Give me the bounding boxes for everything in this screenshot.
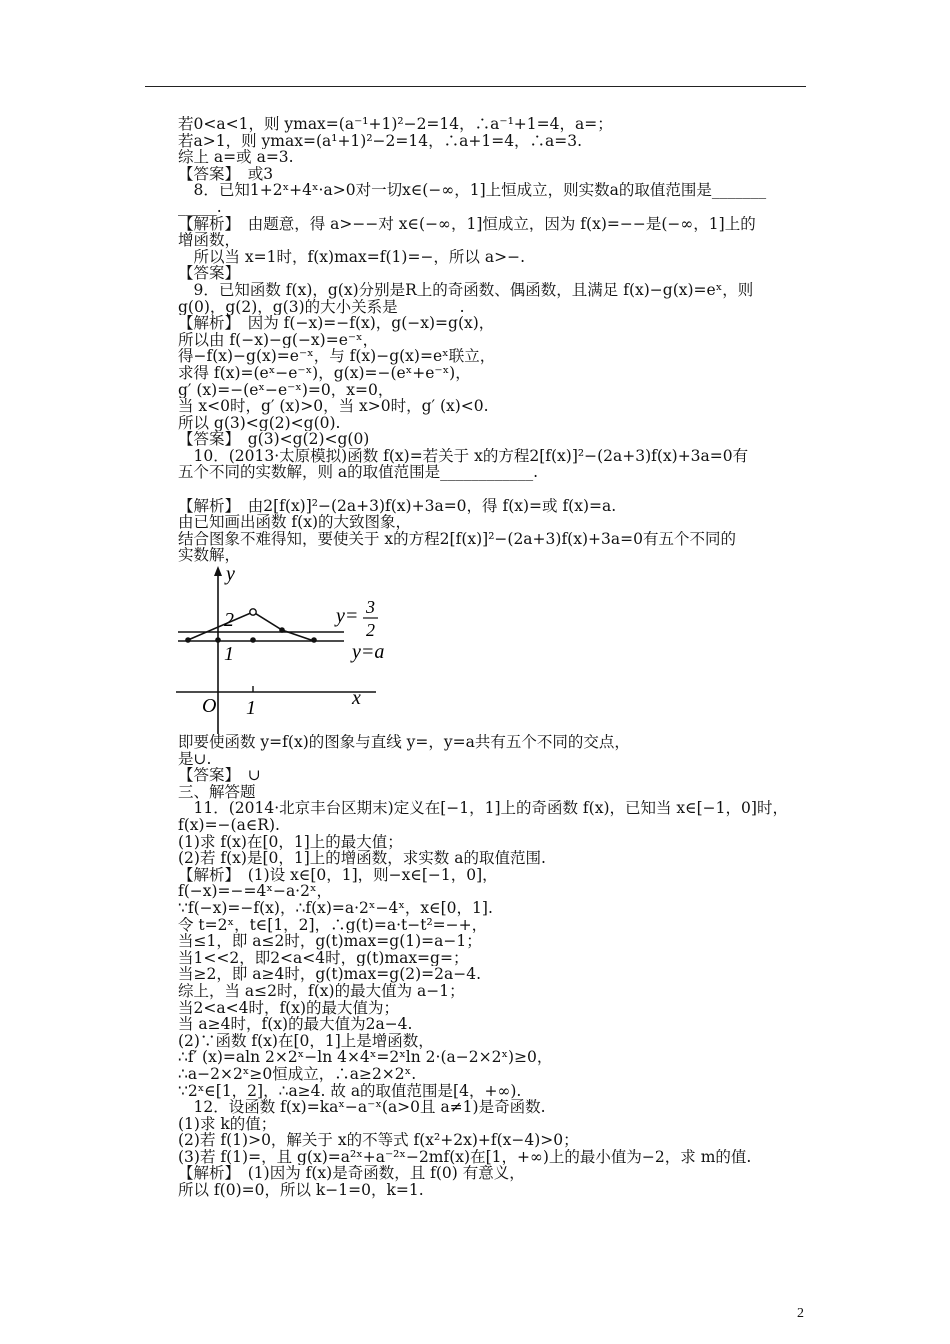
text-line: (2)若 f(1)>0，解关于 x的不等式 f(x²+2x)+f(x−4)>0；	[178, 1132, 579, 1149]
text-line: 所以 g(3)<g(2)<g(0).	[178, 414, 341, 432]
line1-denominator: 2	[366, 620, 375, 641]
text-line: 若a>1，则 ymax=(a¹+1)²−2=14，∴a+1=4，∴a=3.	[178, 132, 583, 150]
text-line: 求得 f(x)=(eˣ−e⁻ˣ)，g(x)=−(eˣ+e⁻ˣ)，	[178, 364, 471, 382]
y-tick-label-1: 1	[224, 643, 234, 666]
text-block-c	[178, 734, 808, 1199]
text-line: 【解析】 因为 f(−x)=−f(x)，g(−x)=g(x)，	[178, 315, 495, 332]
text-line: f(−x)=−=4ˣ−a·2ˣ，	[178, 883, 333, 900]
text-line: 所以 f(0)=0，所以 k−1=0，k=1.	[178, 1182, 424, 1199]
text-line: 综上，当 a≤2时，f(x)的最大值为 a−1；	[178, 982, 465, 1000]
text-line: 【答案】 或3	[178, 165, 274, 183]
text-line: 【解析】 由题意，得 a>−−对 x∈(−∞，1]恒成立，因为 f(x)=−−是(−∞，1]上的	[178, 215, 756, 233]
text-line: 综上 a=或 a=3.	[178, 149, 294, 166]
text-block-b	[178, 498, 808, 564]
text-line: 若0<a<1，则 ymax=(a⁻¹+1)²−2=14，∴a⁻¹+1=4，a=；	[178, 116, 613, 133]
text-line: (2)若 f(x)是[0，1]上的增函数，求实数 a的取值范围.	[178, 850, 546, 867]
text-line: ∵2ˣ∈[1，2]，∴a≥4. 故 a的取值范围是[4，+∞).	[178, 1082, 522, 1100]
text-line: (2)∵函数 f(x)在[0，1]上是增函数，	[178, 1032, 434, 1050]
line1-numerator: 3	[366, 597, 375, 618]
text-line: 【答案】 g(3)<g(2)<g(0)	[178, 431, 370, 448]
text-line: 当≤1，即 a≤2时，g(t)max=g(1)=a−1；	[178, 933, 482, 950]
text-line: (3)若 f(1)=，且 g(x)=a²ˣ+a⁻²ˣ−2mf(x)在[1，+∞)上的最小值为−2，求 m的值.	[178, 1148, 752, 1166]
x-tick-label: 1	[246, 697, 256, 720]
text-line: f(x)=−(a∈R).	[178, 817, 280, 834]
text-line: g(0)，g(2)，g(3)的大小关系是________.	[178, 298, 465, 316]
intersection-point	[250, 637, 256, 643]
line2-label: y=a	[352, 641, 385, 664]
text-line: 令 t=2ˣ，t∈[1，2]，∴g(t)=a·t−t²=−+，	[178, 916, 488, 934]
y-axis-label: y	[226, 564, 235, 586]
text-line: 11．(2014·北京丰台区期末)定义在[−1，1]上的奇函数 f(x)，已知当 x∈[−1，0]时，	[178, 800, 788, 817]
x-axis-label: x	[352, 687, 361, 710]
text-line: 三、解答题	[178, 783, 256, 801]
text-line: 实数解，	[178, 547, 241, 565]
text-line: 五个不同的实数解，则 a的取值范围是____________.	[178, 464, 539, 482]
text-line: 【解析】 由2[f(x)]²−(2a+3)f(x)+3a=0，得 f(x)=或 f(x)=a.	[178, 497, 617, 515]
text-line: 【答案】 ∪	[178, 767, 261, 784]
text-line: 当1<<2，即2<a<4时，g(t)max=g=；	[178, 949, 469, 967]
text-line: 8．已知1+2ˣ+4ˣ·a>0对一切x∈(−∞，1]上恒成立，则实数a的取值范围是_______	[178, 182, 767, 199]
y-axis-arrow-icon	[214, 566, 222, 576]
page-number: 2	[797, 1306, 804, 1321]
text-line: 得−f(x)−g(x)=e⁻ˣ，与 f(x)−g(x)=eˣ联立，	[178, 348, 496, 365]
intersection-point	[185, 637, 191, 643]
text-line: 结合图象不难得知，要使关于 x的方程2[f(x)]²−(2a+3)f(x)+3a=0有五个不同的	[178, 530, 736, 548]
text-block-a	[178, 116, 808, 481]
intersection-point	[311, 637, 317, 643]
intersection-point	[279, 627, 285, 633]
text-line: (1)求 f(x)在[0，1]上的最大值；	[178, 833, 403, 851]
blank-line	[178, 481, 808, 498]
origin-label: O	[202, 695, 217, 718]
text-line: ∴f′ (x)=aln 2×2ˣ−ln 4×4ˣ=2ˣln 2·(a−2×2ˣ)≥0，	[178, 1049, 553, 1066]
text-line: 10．(2013·太原模拟)函数 f(x)=若关于 x的方程2[f(x)]²−(2a+3)f(x)+3a=0有	[178, 447, 749, 465]
text-line: 【解析】 (1)因为 f(x)是奇函数，且 f(0) 有意义，	[178, 1165, 525, 1183]
text-line: 【答案】	[178, 265, 241, 282]
open-point	[250, 609, 256, 615]
text-line: 当 a≥4时，f(x)的最大值为2a−4.	[178, 1016, 413, 1033]
graph-svg	[176, 564, 416, 734]
header-rule	[145, 86, 806, 87]
text-line: 增函数，	[178, 232, 241, 249]
text-line: 12．设函数 f(x)=kaˣ−a⁻ˣ(a>0且 a≠1)是奇函数.	[178, 1099, 546, 1116]
intersection-point	[215, 637, 221, 643]
text-line: 当≥2，即 a≥4时，g(t)max=g(2)=2a−4.	[178, 966, 482, 983]
document-body	[178, 116, 808, 1199]
text-line: 即要使函数 y=f(x)的图象与直线 y=，y=a共有五个不同的交点，	[178, 734, 630, 751]
text-line: 由已知画出函数 f(x)的大致图象，	[178, 514, 412, 531]
text-line: (1)求 k的值；	[178, 1115, 277, 1133]
text-line: 当2<a<4时，f(x)的最大值为；	[178, 999, 400, 1017]
y-tick-label-2: 2	[224, 609, 234, 632]
text-line: g′ (x)=−(eˣ−e⁻ˣ)=0，x=0，	[178, 381, 394, 399]
line1-prefix: y=	[336, 605, 359, 628]
text-line: ∴a−2×2ˣ≥0恒成立，∴a≥2×2ˣ.	[178, 1065, 417, 1083]
text-line: 9．已知函数 f(x)，g(x)分别是R上的奇函数、偶函数，且满足 f(x)−g(x)=eˣ，则	[178, 281, 754, 299]
function-curve	[188, 612, 314, 641]
text-line: 是∪.	[178, 750, 212, 768]
text-line: 所以由 f(−x)−g(−x)=e⁻ˣ，	[178, 331, 379, 349]
text-line: 【解析】 (1)设 x∈[0，1]，则−x∈[−1，0]，	[178, 866, 498, 884]
text-line: ∵f(−x)=−f(x)，∴f(x)=a·2ˣ−4ˣ，x∈[0，1].	[178, 899, 493, 917]
text-line: 当 x<0时，g′ (x)>0，当 x>0时，g′ (x)<0.	[178, 398, 489, 415]
text-line: 所以当 x=1时，f(x)max=f(1)=−，所以 a>−.	[178, 248, 525, 266]
function-graph	[176, 564, 808, 734]
text-line: _____.	[178, 198, 222, 216]
